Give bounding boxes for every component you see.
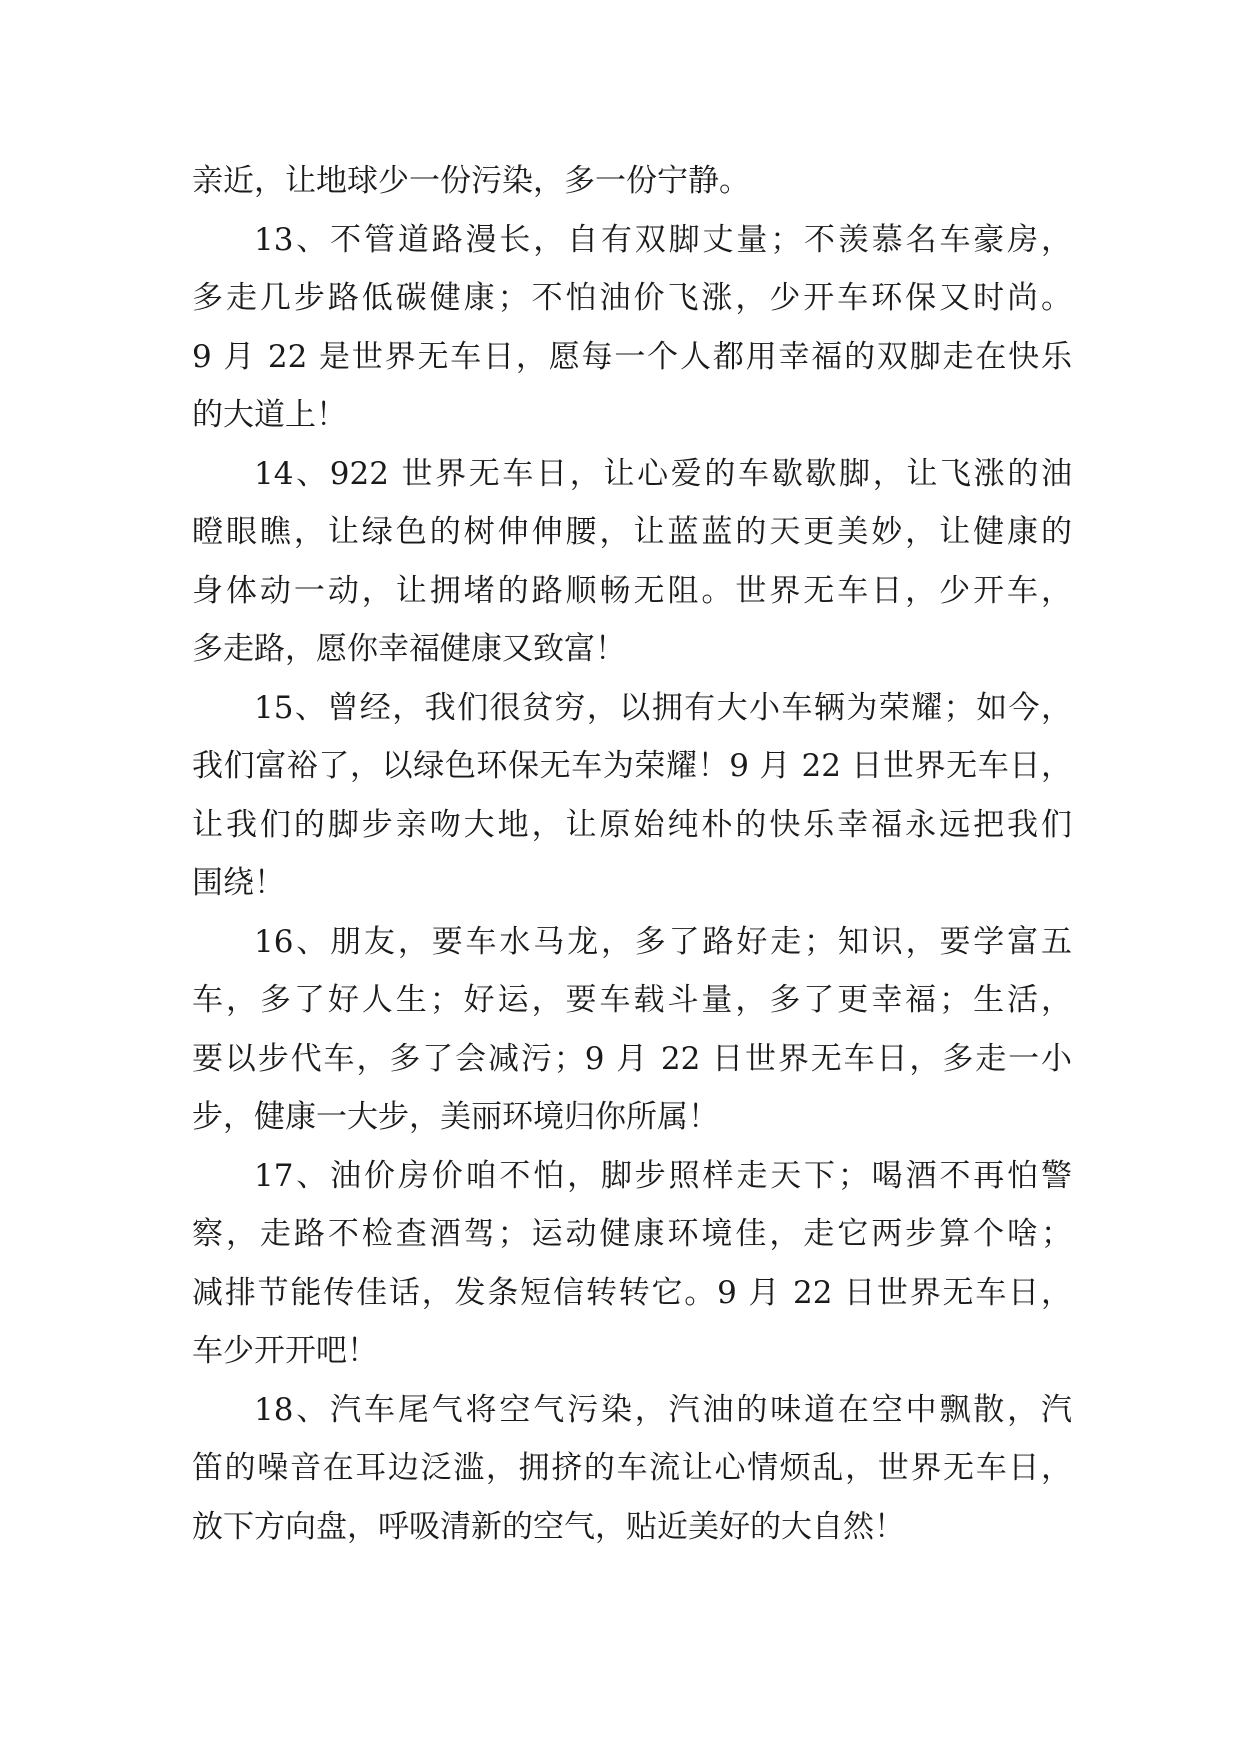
text-line: 多走路，愿你幸福健康又致富！	[192, 631, 626, 667]
text-line: 15、曾经，我们很贫穷，以拥有大小车辆为荣耀；如今，	[254, 689, 1072, 726]
text-line: 16、朋友，要车水马龙，多了路好走；知识，要学富五	[254, 923, 1072, 960]
text-line: 减排节能传佳话，发条短信转转它。9 月 22 日世界无车日，	[192, 1274, 1072, 1311]
text-line: 9 月 22 是世界无车日，愿每一个人都用幸福的双脚走在快乐	[192, 338, 1072, 375]
text-line: 的大道上！	[192, 397, 347, 433]
text-line: 笛的噪音在耳边泛滥，拥挤的车流让心情烦乱，世界无车日，	[192, 1450, 1072, 1486]
text-line: 步，健康一大步，美丽环境归你所属！	[192, 1099, 719, 1135]
text-line: 13、不管道路漫长，自有双脚丈量；不羡慕名车豪房，	[254, 221, 1072, 258]
text-line: 车，多了好人生；好运，要车载斗量，多了更幸福；生活，	[192, 982, 1072, 1018]
text-line: 车少开开吧！	[192, 1333, 378, 1369]
text-line: 18、汽车尾气将空气污染，汽油的味道在空中飘散，汽	[254, 1391, 1072, 1428]
text-line: 亲近，让地球少一份污染，多一份宁静。	[192, 163, 750, 199]
text-line: 围绕！	[192, 865, 285, 901]
text-line: 让我们的脚步亲吻大地，让原始纯朴的快乐幸福永远把我们	[192, 806, 1072, 843]
text-line: 17、油价房价咱不怕，脚步照样走天下；喝酒不再怕警	[254, 1157, 1072, 1194]
text-line: 身体动一动，让拥堵的路顺畅无阻。世界无车日，少开车，	[192, 572, 1072, 609]
text-line: 我们富裕了，以绿色环保无车为荣耀！9 月 22 日世界无车日，	[192, 748, 1072, 784]
document-body	[192, 152, 1072, 1556]
text-line: 多走几步路低碳健康；不怕油价飞涨，少开车环保又时尚。	[192, 280, 1072, 316]
text-line: 14、922 世界无车日，让心爱的车歇歇脚，让飞涨的油	[254, 455, 1072, 492]
text-line: 察，走路不检查酒驾；运动健康环境佳，走它两步算个啥；	[192, 1216, 1072, 1252]
text-line: 要以步代车，多了会减污；9 月 22 日世界无车日，多走一小	[192, 1040, 1072, 1077]
text-line: 放下方向盘，呼吸清新的空气，贴近美好的大自然！	[192, 1508, 905, 1545]
text-line: 瞪眼瞧，让绿色的树伸伸腰，让蓝蓝的天更美妙，让健康的	[192, 514, 1072, 550]
